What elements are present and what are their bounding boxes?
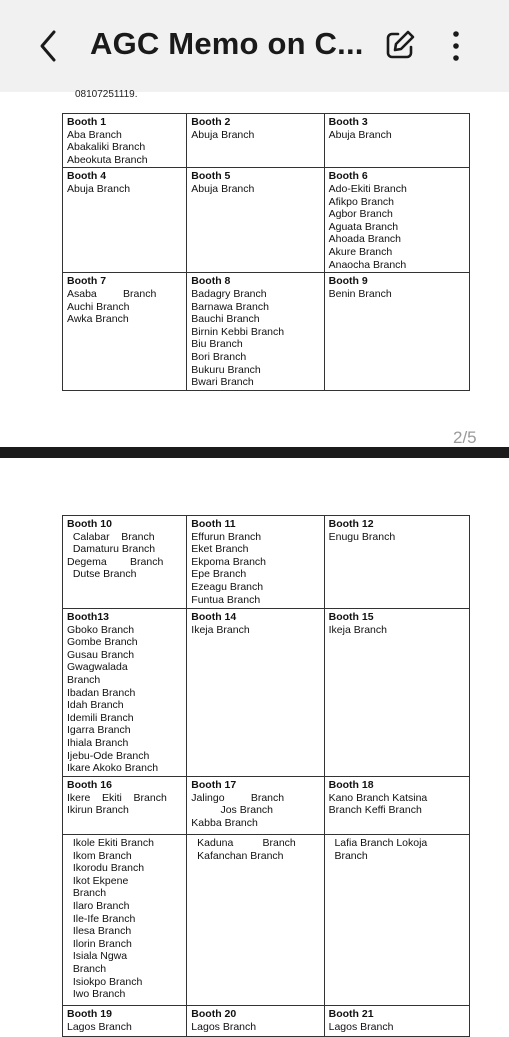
table-row [63, 609, 470, 777]
branch-name: Bauchi Branch [191, 313, 260, 326]
branch-name: Agbor Branch [328, 208, 393, 221]
branch-name: Afikpo Branch [328, 195, 394, 208]
booth-cell [324, 273, 469, 391]
branch-name: Gusau Branch [67, 648, 135, 661]
table-row [63, 168, 470, 273]
booth-cell [187, 609, 324, 777]
app-bar [0, 0, 509, 92]
booth-label: Booth 10 [67, 518, 112, 530]
branch-name: Ibadan Branch [67, 686, 136, 699]
branch-name: Ilesa Branch [67, 925, 132, 938]
branch-name: Epe Branch [191, 568, 247, 581]
branch-name: Birnin Kebbi Branch [191, 325, 285, 338]
branch-name: Abuja Branch [191, 128, 255, 141]
branch-name: Asaba Branch [67, 287, 157, 300]
branch-name: Ikorodu Branch [67, 862, 145, 875]
branch-name: Ikare Akoko Branch [67, 762, 159, 775]
document-title: AGC Memo on C... [90, 26, 364, 61]
branch-name: Ahoada Branch [328, 233, 402, 246]
branch-name: Damaturu Branch [67, 543, 156, 556]
booth-label: Booth 9 [328, 275, 368, 288]
booth-cell [187, 516, 324, 609]
booth-cell [187, 1006, 324, 1037]
branch-name: Dutse Branch [67, 568, 137, 581]
branch-name: Barnawa Branch [191, 300, 269, 313]
branch-name: Lagos Branch [191, 1020, 257, 1033]
branch-name: Ijebu-Ode Branch [67, 749, 150, 762]
branch-name: Lagos Branch [67, 1020, 132, 1033]
table-row [63, 516, 470, 609]
table-row [63, 114, 470, 168]
booth-cell [63, 1006, 187, 1037]
more-options-icon[interactable] [446, 29, 466, 63]
back-arrow-icon[interactable] [34, 28, 64, 64]
edit-icon[interactable] [384, 29, 416, 61]
branch-name: Ikere Ekiti Branch [67, 791, 167, 804]
booth-cell [187, 168, 324, 273]
branch-name: Funtua Branch [191, 593, 261, 606]
booth-label: Booth 1 [67, 116, 107, 128]
branch-name: Kaduna Branch [191, 837, 296, 849]
branch-name: Iwo Branch [67, 988, 126, 1001]
booth-cell [63, 168, 187, 273]
table-row [63, 1006, 470, 1037]
booth-cell [324, 168, 469, 273]
branch-name: Idemili Branch [67, 711, 134, 724]
branch-name: Ikom Branch [67, 849, 132, 862]
branch-name: Isiokpo Branch [67, 975, 143, 988]
branch-name: Badagry Branch [191, 287, 267, 300]
branch-name: Ado-Ekiti Branch [328, 182, 407, 195]
booth-cell [324, 609, 469, 777]
booth-cell [187, 273, 324, 391]
branch-name: Benin Branch [328, 287, 392, 300]
booth-table-page-1 [62, 113, 470, 391]
branch-name: Biu Branch [191, 338, 243, 351]
booth-cell [324, 835, 469, 1006]
branch-name: Gboko Branch [67, 623, 135, 636]
branch-name: Kano Branch Katsina [328, 791, 428, 804]
booth-label: Booth 7 [67, 275, 107, 288]
branch-name: Branch [67, 673, 101, 686]
branch-name: Ilaro Branch [67, 899, 130, 912]
booth-label: Booth 14 [191, 611, 237, 623]
branch-name: Ikeja Branch [191, 623, 250, 636]
page-divider [0, 447, 509, 458]
branch-name: Branch [328, 849, 368, 862]
branch-name: Kafanchan Branch [191, 849, 284, 862]
branch-name: Ezeagu Branch [191, 580, 264, 593]
booth-label: Booth13 [67, 611, 109, 623]
booth-cell [63, 114, 187, 168]
branch-name: Abakaliki Branch [67, 141, 146, 154]
branch-name: Lafia Branch Lokoja [328, 837, 428, 849]
branch-name: Branch Keffi Branch [328, 804, 422, 817]
booth-cell [63, 777, 187, 835]
booth-cell [63, 609, 187, 777]
branch-name: Abuja Branch [67, 182, 131, 195]
booth-cell [63, 835, 187, 1006]
booth-cell [187, 777, 324, 835]
branch-name: Ile-Ife Branch [67, 912, 136, 925]
booth-label: Booth 6 [328, 170, 368, 183]
branch-name: Jalingo Branch [191, 791, 285, 804]
booth-cell [187, 114, 324, 168]
branch-name: Abuja Branch [328, 128, 392, 141]
branch-name: Calabar Branch [67, 530, 155, 543]
branch-name: Ikot Ekpene [67, 874, 129, 887]
branch-name: Awka Branch [67, 313, 129, 326]
booth-table-page-2 [62, 515, 470, 1037]
booth-cell [324, 114, 469, 168]
branch-name: Degema Branch [67, 555, 164, 568]
branch-name: Ikirun Branch [67, 804, 129, 817]
branch-name: Effurun Branch [191, 530, 262, 543]
branch-name: Isiala Ngwa [67, 950, 128, 963]
booth-label: Booth 8 [191, 275, 231, 288]
booth-label: Booth 12 [328, 518, 374, 530]
booth-cell [63, 273, 187, 391]
branch-name: Aba Branch [67, 128, 122, 141]
branch-name: Gwagwalada [67, 661, 128, 674]
booth-label: Booth 15 [328, 611, 374, 623]
branch-name: Gombe Branch [67, 636, 138, 649]
booth-label: Booth 4 [67, 170, 107, 183]
branch-name: Enugu Branch [328, 530, 396, 543]
branch-name: Branch [67, 962, 107, 975]
booth-cell [187, 835, 324, 1006]
branch-name: Idah Branch [67, 699, 124, 712]
branch-name: Abuja Branch [191, 182, 255, 195]
branch-name: Ikeja Branch [328, 623, 387, 636]
booth-label: Booth 17 [191, 779, 237, 791]
booth-label: Booth 20 [191, 1008, 237, 1020]
table-row [63, 835, 470, 1006]
booth-cell [324, 1006, 469, 1037]
branch-name: Branch [67, 887, 107, 900]
branch-name: Akure Branch [328, 245, 393, 258]
booth-cell [63, 516, 187, 609]
branch-name: Bori Branch [191, 350, 247, 363]
booth-label: Booth 5 [191, 170, 231, 183]
booth-label: Booth 18 [328, 779, 374, 791]
phone-number-fragment: 08107251119. [75, 89, 138, 100]
booth-cell [324, 777, 469, 835]
branch-name: Lagos Branch [328, 1020, 394, 1033]
branch-name: Ikole Ekiti Branch [67, 837, 154, 849]
booth-label: Booth 3 [328, 116, 368, 128]
branch-name: Bukuru Branch [191, 363, 261, 376]
branch-name: Bwari Branch [191, 376, 254, 389]
booth-cell [324, 516, 469, 609]
branch-name: Ihiala Branch [67, 736, 129, 749]
branch-name: Aguata Branch [328, 220, 399, 233]
booth-label: Booth 21 [328, 1008, 374, 1020]
page-indicator: 2/5 [453, 428, 477, 447]
branch-name: Abeokuta Branch [67, 153, 148, 166]
booth-label: Booth 11 [191, 518, 236, 530]
branch-name: Jos Branch [191, 804, 273, 817]
table-row [63, 777, 470, 835]
branch-name: Kabba Branch [191, 816, 258, 829]
booth-label: Booth 2 [191, 116, 231, 128]
branch-name: Igarra Branch [67, 724, 131, 737]
branch-name: Anaocha Branch [328, 258, 407, 271]
branch-name: Eket Branch [191, 543, 249, 556]
branch-name: Ekpoma Branch [191, 555, 267, 568]
table-row [63, 273, 470, 391]
branch-name: Ilorin Branch [67, 937, 132, 950]
booth-label: Booth 16 [67, 779, 112, 791]
branch-name: Auchi Branch [67, 300, 130, 313]
booth-label: Booth 19 [67, 1008, 112, 1020]
